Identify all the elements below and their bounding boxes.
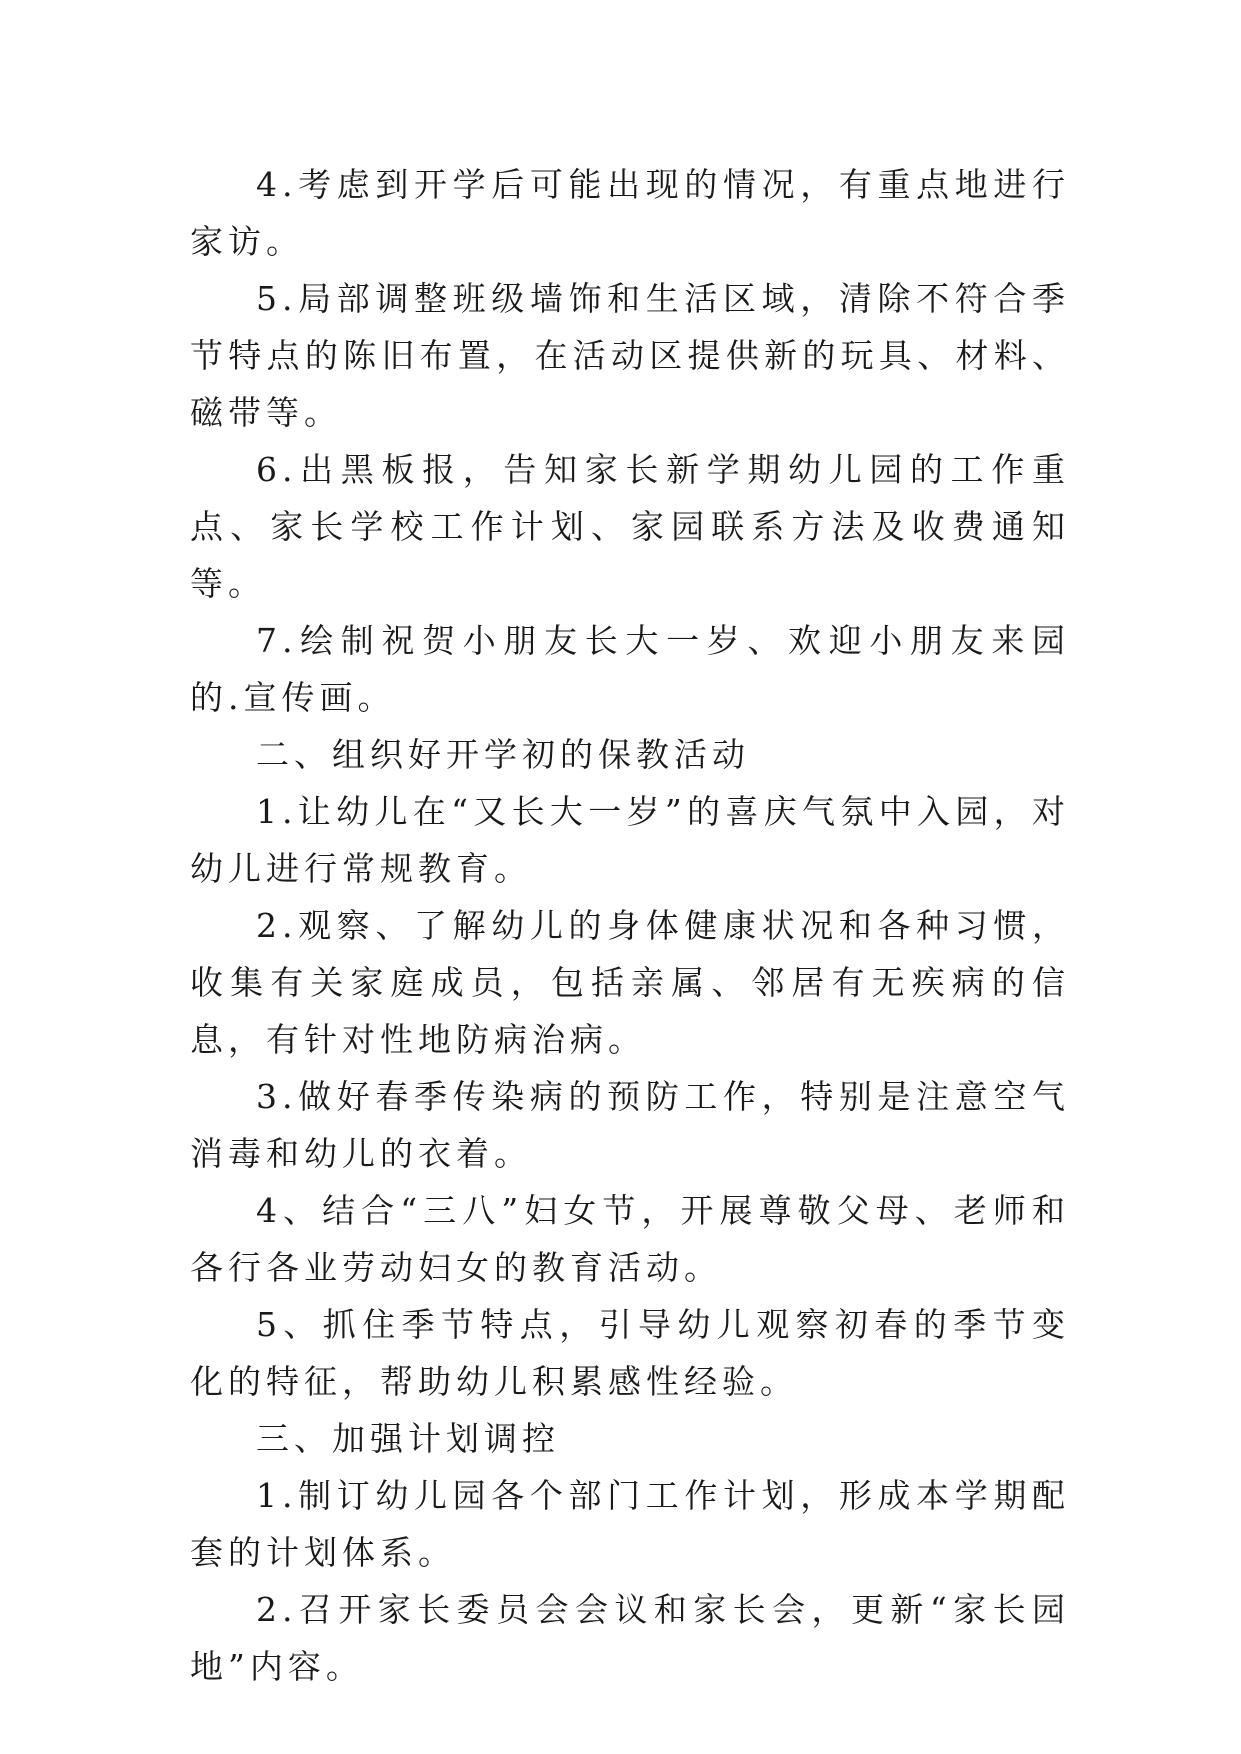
paragraph-item-6-blackboard: 6.出黑板报，告知家长新学期幼儿园的工作重点、家长学校工作计划、家园联系方法及收费通知等。 (190, 450, 1070, 603)
paragraph-item-1-routine-education: 1.让幼儿在“又长大一岁”的喜庆气氛中入园，对幼儿进行常规教育。 (190, 792, 1070, 888)
section-heading-3: 三、加强计划调控 (256, 1419, 560, 1458)
section-heading-2: 二、组织好开学初的保教活动 (256, 735, 750, 774)
paragraph-item-5-class-decor: 5.局部调整班级墙饰和生活区域，清除不符合季节特点的陈旧布置，在活动区提供新的玩具、材料、磁带等。 (190, 279, 1070, 432)
paragraph-item-4-womens-day: 4、结合“三八”妇女节，开展尊敬父母、老师和各行各业劳动妇女的教育活动。 (190, 1191, 1070, 1287)
paragraph-item-7-posters: 7.绘制祝贺小朋友长大一岁、欢迎小朋友来园的.宣传画。 (190, 621, 1070, 717)
paragraph-item-2-health-observation: 2.观察、了解幼儿的身体健康状况和各种习惯，收集有关家庭成员，包括亲属、邻居有无疾病的信息，有针对性地防病治病。 (190, 906, 1070, 1059)
document-body (190, 156, 1070, 1695)
paragraph-item-1-department-plans: 1.制订幼儿园各个部门工作计划，形成本学期配套的计划体系。 (190, 1476, 1070, 1572)
paragraph-item-4-home-visits: 4.考虑到开学后可能出现的情况，有重点地进行家访。 (190, 165, 1070, 261)
paragraph-item-5-season-observation: 5、抓住季节特点，引导幼儿观察初春的季节变化的特征，帮助幼儿积累感性经验。 (190, 1305, 1070, 1401)
paragraph-item-3-disease-prevention: 3.做好春季传染病的预防工作，特别是注意空气消毒和幼儿的衣着。 (190, 1077, 1070, 1173)
paragraph-item-2-parent-meeting: 2.召开家长委员会会议和家长会，更新“家长园地”内容。 (190, 1590, 1070, 1686)
